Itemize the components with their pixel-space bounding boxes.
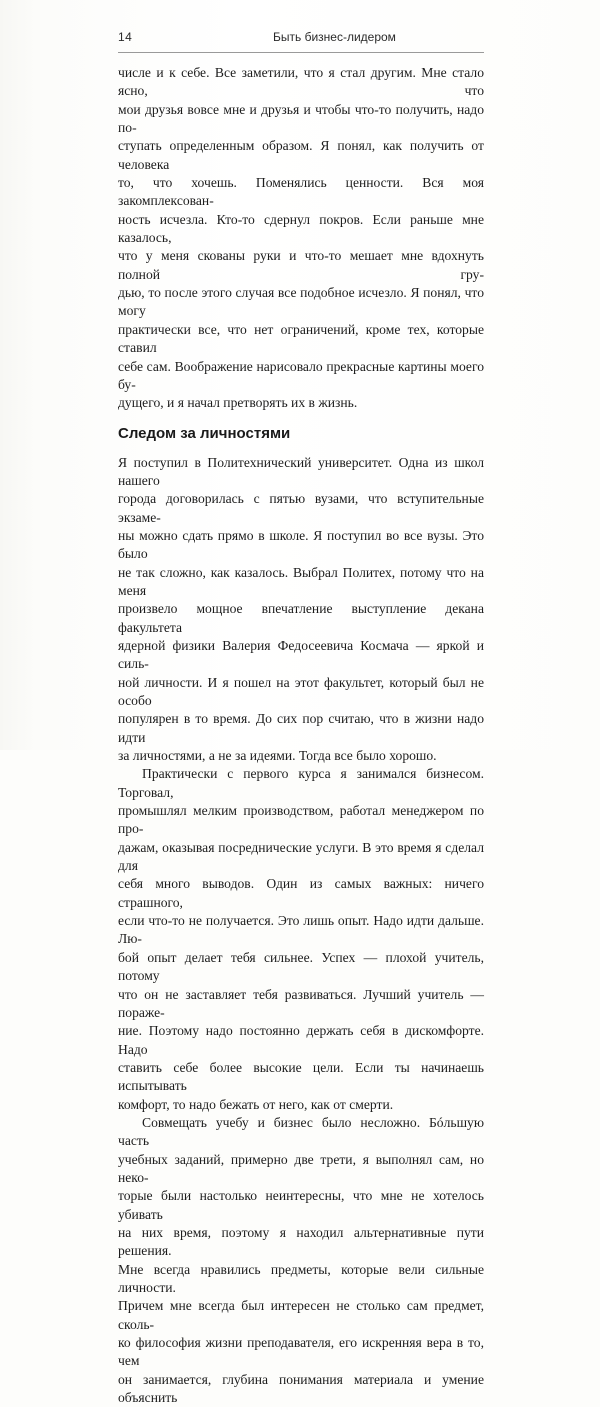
text-line: города договорилась с пятью вузами, что вступительные экзаме- [118,491,484,525]
text-line: дью, то после этого случая все подобное исчезло. Я понял, что могу [118,285,484,319]
text-line: ны можно сдать прямо в школе. Я поступил во все вузы. Это было [118,527,484,562]
text-line: ядерной физики Валерия Федосеевича Космача — яркой и силь- [118,637,484,672]
text-line: промышлял мелким производством, работал менеджером по про- [118,803,484,837]
text-line: ность исчезла. Кто-то сдернул покров. Если раньше мне казалось, [118,211,484,246]
section-heading: Следом за личностями [118,424,291,442]
text-line: не так сложно, как казалось. Выбрал Политех, потому что на меня [118,564,484,598]
text-line: дажам, оказывая посреднические услуги. В это время я сделал для [118,839,484,874]
text-line: учебных заданий, примерно две трети, я выполнял сам, но неко- [118,1151,484,1185]
text-line: что он не заставляет тебя развиваться. Лучший учитель — пораже- [118,986,484,1020]
text-line: ной личности. И я пошел на этот факультет, который был не особо [118,674,484,708]
text-line: ступать определенным образом. Я понял, как получить от человека [118,138,484,172]
text-line: если что-то не получается. Это лишь опыт. Надо идти дальше. Лю- [118,913,484,947]
text-line: числе и к себе. Все заметили, что я стал другим. Мне стало ясно, что [118,65,484,99]
text-line: ставить себе более высокие цели. Если ты начинаешь испытывать [118,1059,484,1094]
text-line: ко философия жизни преподавателя, его искренняя вера в то, чем [118,1335,484,1369]
text-line: себе сам. Воображение нарисовало прекрасные картины моего бу- [118,358,484,392]
page-header [118,30,484,53]
text-line: он занимается, глубина понимания материала и умение объяснить [118,1371,484,1406]
text-line: на них время, поэтому я находил альтернативные пути решения. [118,1224,484,1259]
text-line: комфорт, то надо бежать от него, как от смерти. [118,1096,394,1112]
text-line: Я поступил в Политехнический университет. Одна из школ нашего [118,454,484,488]
text-line: практически все, что нет ограничений, кроме тех, которые ставил [118,321,484,356]
text-line: бой опыт делает тебя сильнее. Успех — плохой учитель, потому [118,949,484,984]
text-line: торые были настолько неинтересны, что мне не хотелось убивать [118,1188,484,1222]
text-line: ние. Поэтому надо постоянно держать себя в дискомфорте. Надо [118,1023,484,1057]
text-line: себя много выводов. Один из самых важных: ничего страшного, [118,876,484,910]
text-line: за личностями, а не за идеями. Тогда все было хорошо. [118,748,437,764]
body-text [118,64,484,1407]
running-title: Быть бизнес-лидером [273,30,396,44]
text-line: Практически с первого курса я занимался бизнесом. Торговал, [118,766,484,800]
text-line: дущего, и я начал претворять их в жизнь. [118,395,358,411]
text-line: популярен в то время. До сих пор считаю, что в жизни надо идти [118,711,484,745]
text-line: Причем мне всегда был интересен не столько сам предмет, сколь- [118,1298,484,1332]
text-line: что у меня скованы руки и что-то мешает мне вдохнуть полной гру- [118,248,484,282]
text-line: то, что хочешь. Поменялись ценности. Вся моя закомплексован- [118,175,484,209]
text-line: мои друзья вовсе мне и друзья и чтобы что-то получить, надо по- [118,101,484,136]
text-line: Совмещать учебу и бизнес было несложно. Бóльшую часть [118,1114,484,1149]
page-number: 14 [118,30,133,44]
text-line: Мне всегда нравились предметы, которые вели сильные личности. [118,1261,484,1295]
text-line: произвело мощное впечатление выступление декана факультета [118,601,484,635]
